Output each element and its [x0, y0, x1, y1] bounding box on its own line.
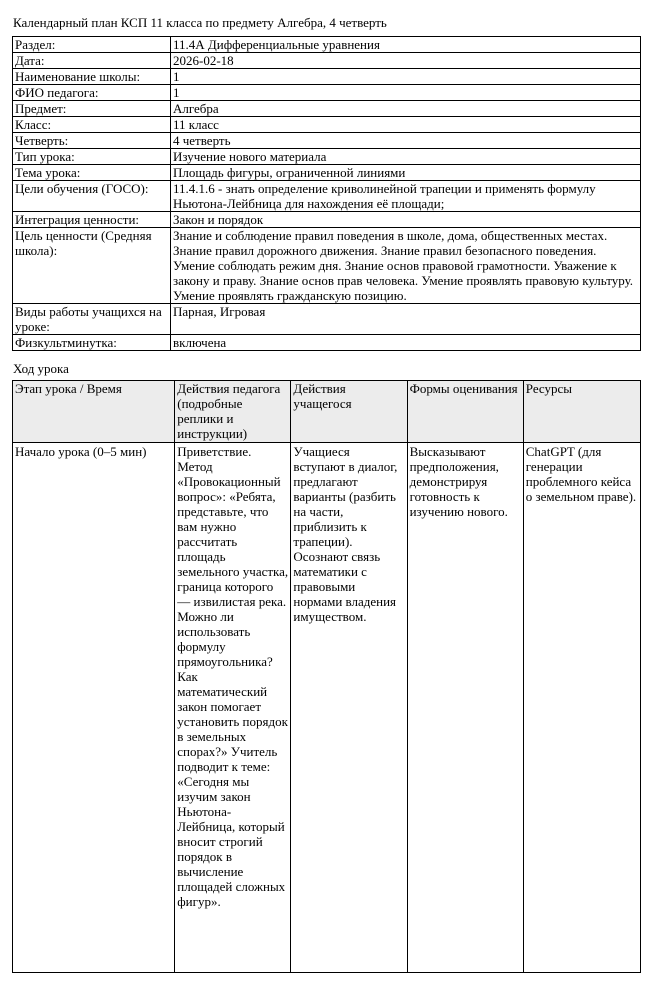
- column-header: Действия педагога (подробные реплики и инструкции): [175, 381, 291, 443]
- table-row: [13, 443, 641, 973]
- info-row: [13, 304, 641, 335]
- table-cell: Приветствие. Метод «Провокационный вопрос»: «Ребята, представьте, что вам нужно рассчитать площадь земельного участка, граница которого — извилистая река. Можно ли использовать формулу прямоугольника? Как математический закон помогает установить порядок в земельных спорах?» Учитель подводит к теме: «Сегодня мы изучим закон Ньютона-Лейбница, который вносит строгий порядок в вычисление площадей сложных фигур».: [175, 443, 291, 973]
- table-cell: Учащиеся вступают в диалог, предлагают варианты (разбить на части, приблизить к трапеции). Осознают связь математики с правовыми нормами владения имуществом.: [291, 443, 407, 973]
- info-value: 1: [171, 85, 641, 101]
- info-key: Тема урока:: [13, 165, 171, 181]
- info-row: [13, 165, 641, 181]
- info-value: 11.4А Дифференциальные уравнения: [171, 37, 641, 53]
- info-value: включена: [171, 335, 641, 351]
- info-key: Дата:: [13, 53, 171, 69]
- info-value: 11 класс: [171, 117, 641, 133]
- info-row: [13, 181, 641, 212]
- column-header: Ресурсы: [523, 381, 640, 443]
- info-row: [13, 117, 641, 133]
- document-title: Календарный план КСП 11 класса по предмету Алгебра, 4 четверть: [13, 15, 387, 30]
- info-value: 2026-02-18: [171, 53, 641, 69]
- info-key: Класс:: [13, 117, 171, 133]
- section-title: Ход урока: [13, 361, 69, 376]
- info-row: [13, 133, 641, 149]
- lesson-info-table: [12, 36, 641, 351]
- info-row: [13, 149, 641, 165]
- info-row: [13, 228, 641, 304]
- column-header: Формы оценивания: [407, 381, 523, 443]
- table-cell: ChatGPT (для генерации проблемного кейса о земельном праве).: [523, 443, 640, 973]
- info-value: Изучение нового материала: [171, 149, 641, 165]
- info-row: [13, 53, 641, 69]
- info-value: Парная, Игровая: [171, 304, 641, 335]
- info-row: [13, 335, 641, 351]
- info-key: Виды работы учащихся на уроке:: [13, 304, 171, 335]
- info-key: Цель ценности (Средняя школа):: [13, 228, 171, 304]
- info-row: [13, 69, 641, 85]
- info-key: Наименование школы:: [13, 69, 171, 85]
- info-key: Предмет:: [13, 101, 171, 117]
- info-value: 4 четверть: [171, 133, 641, 149]
- info-key: Цели обучения (ГОСО):: [13, 181, 171, 212]
- lesson-plan-table: [12, 380, 641, 973]
- info-key: ФИО педагога:: [13, 85, 171, 101]
- info-value: 1: [171, 69, 641, 85]
- info-value: 11.4.1.6 - знать определение криволинейной трапеции и применять формулу Ньютона-Лейбница для нахождения её площади;: [171, 181, 641, 212]
- column-header: Этап урока / Время: [13, 381, 175, 443]
- info-key: Интеграция ценности:: [13, 212, 171, 228]
- column-header: Действия учащегося: [291, 381, 407, 443]
- info-key: Четверть:: [13, 133, 171, 149]
- info-key: Тип урока:: [13, 149, 171, 165]
- info-value: Алгебра: [171, 101, 641, 117]
- table-cell: Высказывают предположения, демонстрируя готовность к изучению нового.: [407, 443, 523, 973]
- info-row: [13, 37, 641, 53]
- info-row: [13, 101, 641, 117]
- table-cell: Начало урока (0–5 мин): [13, 443, 175, 973]
- info-value: Закон и порядок: [171, 212, 641, 228]
- info-row: [13, 85, 641, 101]
- lesson-header-row: [13, 381, 641, 443]
- info-value: Площадь фигуры, ограниченной линиями: [171, 165, 641, 181]
- info-key: Физкультминутка:: [13, 335, 171, 351]
- info-key: Раздел:: [13, 37, 171, 53]
- info-value: Знание и соблюдение правил поведения в школе, дома, общественных местах. Знание правил дорожного движения. Знание правил безопасного поведения. Умение соблюдать режим дня. Знание основ правовой грамотности. Уважение к закону и праву. Знание основ прав человека. Умение проявлять правовую культуру. Умение проявлять гражданскую позицию.: [171, 228, 641, 304]
- info-row: [13, 212, 641, 228]
